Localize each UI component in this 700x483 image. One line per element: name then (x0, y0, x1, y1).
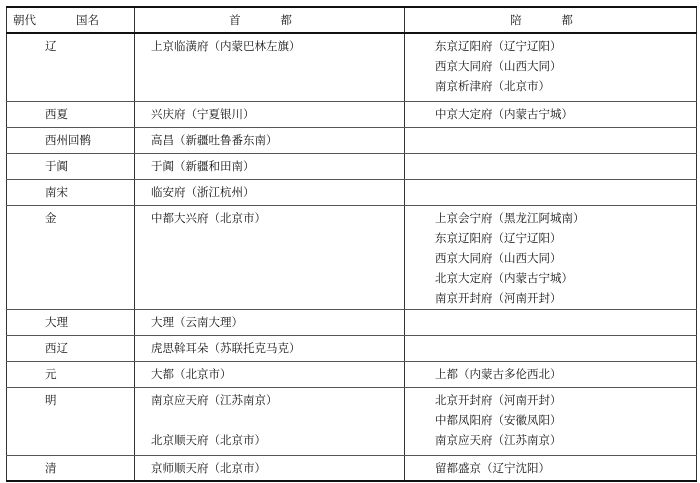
cell-auxiliary-capital (405, 335, 697, 361)
capital-entry: 临安府（浙江杭州） (151, 184, 255, 199)
capital-entry: 高昌（新疆吐鲁番东南） (151, 132, 278, 147)
header-state-name: 国名 (76, 13, 99, 27)
cell-dynasty: 明 (7, 387, 135, 455)
cell-capital (135, 33, 405, 101)
auxiliary-capital-entry: 上都（内蒙古多伦西北） (435, 366, 562, 381)
table-row (7, 179, 697, 205)
header-capital: 首 都 (135, 7, 405, 33)
cell-capital (135, 361, 405, 387)
cell-capital (135, 309, 405, 335)
auxiliary-capital-entry: 东京辽阳府（辽宁辽阳） (435, 39, 562, 53)
capital-entry: 大理（云南大理） (151, 314, 243, 329)
cell-auxiliary-capital (405, 33, 697, 101)
spacer (151, 410, 404, 430)
auxiliary-capital-entry: 北京大定府（内蒙古宁城） (435, 270, 573, 285)
table-row (7, 361, 697, 387)
capital-entry: 中都大兴府（北京市） (151, 210, 266, 225)
capital-entry: 于阗（新疆和田南） (151, 158, 255, 173)
capital-entry: 京师顺天府（北京市） (151, 460, 266, 475)
table-row (7, 309, 697, 335)
cell-auxiliary-capital (405, 387, 697, 455)
auxiliary-capital-entry: 西京大同府（山西大同） (435, 59, 562, 73)
table-row (7, 387, 697, 455)
cell-capital (135, 153, 405, 179)
cell-capital (135, 179, 405, 205)
cell-dynasty: 南宋 (7, 179, 135, 205)
cell-dynasty: 西辽 (7, 335, 135, 361)
cell-dynasty: 清 (7, 455, 135, 481)
table-row (7, 205, 697, 309)
cell-capital (135, 127, 405, 153)
cell-capital (135, 387, 405, 455)
auxiliary-capital-entry: 南京析津府（北京市） (435, 79, 550, 93)
table-body (7, 33, 697, 481)
auxiliary-capital-entry: 北京开封府（河南开封） (435, 392, 562, 407)
cell-capital (135, 205, 405, 309)
header-row (7, 7, 697, 33)
cell-capital (135, 101, 405, 127)
header-auxiliary-capital: 陪 都 (405, 7, 697, 33)
table-header (7, 7, 697, 33)
capital-entry: 兴庆府（宁夏银川） (151, 106, 255, 121)
capital-entry: 上京临潢府（内蒙巴林左旗） (151, 39, 301, 53)
cell-auxiliary-capital (405, 127, 697, 153)
capitals-table (6, 6, 697, 482)
cell-auxiliary-capital (405, 455, 697, 481)
auxiliary-capital-entry: 南京应天府（江苏南京） (435, 432, 562, 447)
cell-dynasty: 辽 (7, 33, 135, 101)
cell-dynasty: 元 (7, 361, 135, 387)
auxiliary-capital-entry: 西京大同府（山西大同） (435, 250, 562, 265)
auxiliary-capital-entry: 东京辽阳府（辽宁辽阳） (435, 230, 562, 245)
capital-entry: 南京应天府（江苏南京） (151, 392, 278, 407)
table-row (7, 153, 697, 179)
header-dynasty: 朝代 (13, 13, 36, 27)
cell-dynasty: 于阗 (7, 153, 135, 179)
table-row (7, 101, 697, 127)
capital-entry: 北京顺天府（北京市） (151, 432, 266, 447)
cell-dynasty: 西夏 (7, 101, 135, 127)
table-row (7, 33, 697, 101)
table-row (7, 127, 697, 153)
capital-entry: 虎思斡耳朵（苏联托克马克） (151, 340, 301, 355)
capital-entry: 大都（北京市） (151, 366, 232, 381)
cell-auxiliary-capital (405, 205, 697, 309)
cell-auxiliary-capital (405, 179, 697, 205)
cell-auxiliary-capital (405, 153, 697, 179)
cell-capital (135, 335, 405, 361)
auxiliary-capital-entry: 南京开封府（河南开封） (435, 290, 562, 305)
table-row (7, 335, 697, 361)
table-row (7, 455, 697, 481)
auxiliary-capital-entry: 中都凤阳府（安徽凤阳） (435, 412, 562, 427)
cell-dynasty: 大理 (7, 309, 135, 335)
cell-auxiliary-capital (405, 101, 697, 127)
cell-dynasty: 金 (7, 205, 135, 309)
cell-auxiliary-capital (405, 309, 697, 335)
auxiliary-capital-entry: 中京大定府（内蒙古宁城） (435, 106, 573, 121)
auxiliary-capital-entry: 留都盛京（辽宁沈阳） (435, 460, 550, 475)
cell-capital (135, 455, 405, 481)
cell-dynasty: 西州回鹘 (7, 127, 135, 153)
cell-auxiliary-capital (405, 361, 697, 387)
auxiliary-capital-entry: 上京会宁府（黑龙江阿城南） (435, 210, 585, 225)
header-dynasty-name (7, 7, 135, 33)
